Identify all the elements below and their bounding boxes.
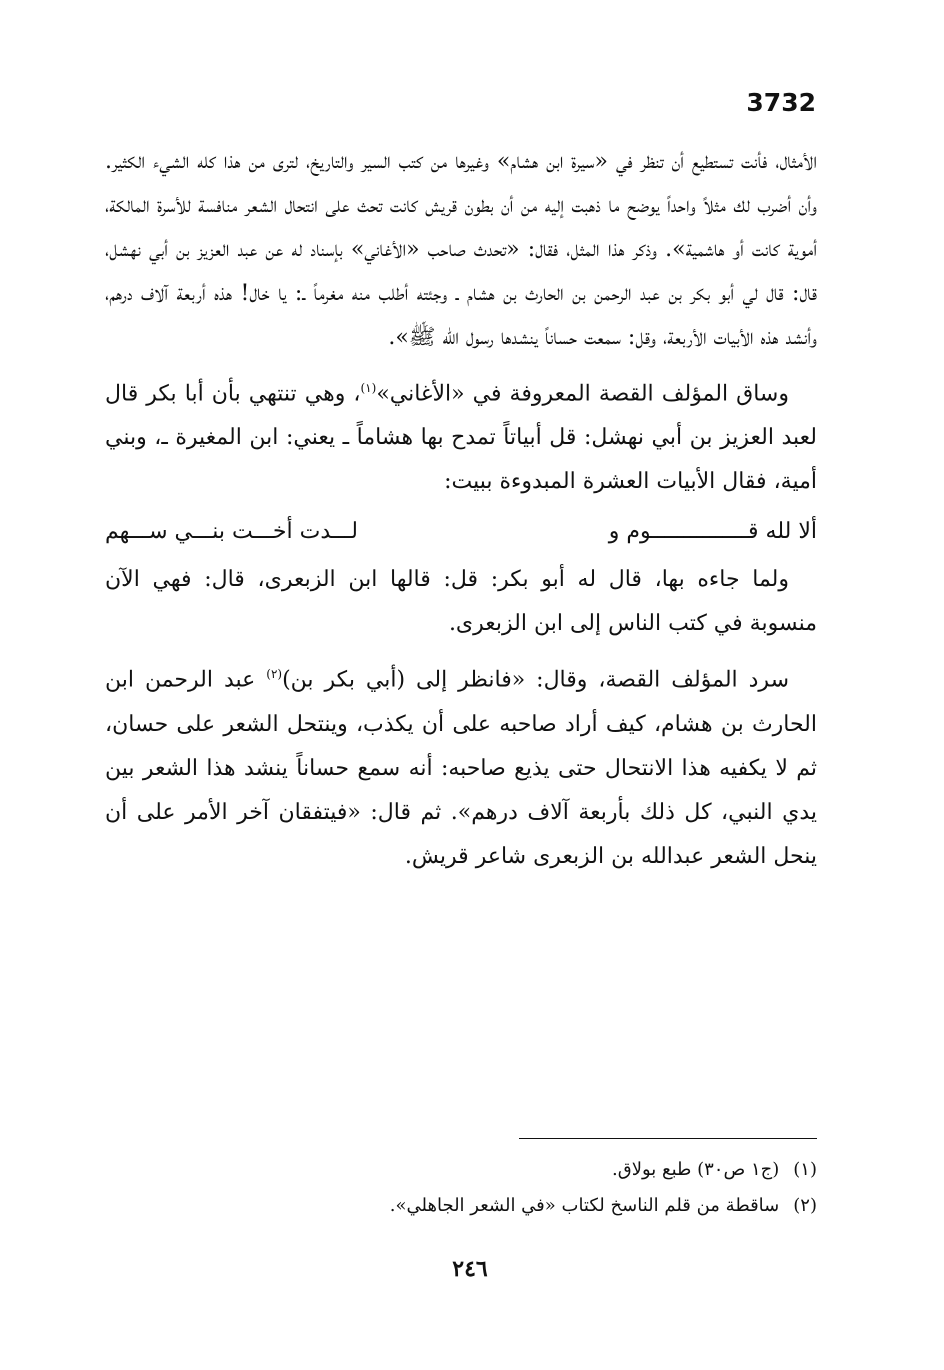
- paragraph-4-text-b: عبد الرحمن ابن الحارث بن هشام، كيف أراد صاحبه على أن يكذب، وينتحل الشعر على حسان، ثم لا يكفيه هذا الانتحال حتى يذيع صاحبه: أنه سمع حساناً ينشد هذا الشعر بين يدي النبي، كل ذلك بأربعة آلاف درهم». ثم قال: «فيتفقان آخر الأمر على أن ينحل الشعر عبدالله بن الزبعرى شاعر قريش.: [105, 667, 817, 869]
- main-text: [105, 140, 817, 879]
- footnote-separator: [519, 1138, 817, 1139]
- footnote-2-text: ساقطة من قلم الناسخ لكتاب «في الشعر الجاهلي».: [389, 1195, 780, 1216]
- verse-second-hemistich: لـــدت أخـــت بنـــي ســـهم: [105, 519, 358, 545]
- footnote-2-marker: (٢): [793, 1195, 817, 1216]
- footnote-2: [300, 1188, 817, 1224]
- paragraph-2-text-a: وساق المؤلف القصة المعروفة في «الأغاني»: [376, 381, 789, 407]
- verse-first-hemistich: ألا لله قـــــــــــــــوم و: [608, 519, 817, 545]
- paragraph-2: [105, 366, 817, 504]
- paragraph-4-text-a: سرد المؤلف القصة، وقال: «فانظر إلى (أبي بكر بن): [282, 667, 790, 693]
- running-page-number: 3732: [746, 88, 816, 117]
- footnote-1: [300, 1152, 817, 1188]
- footnote-1-text: (ج١ ص٣٠) طبع بولاق.: [612, 1159, 780, 1180]
- paragraph-3: ولما جاءه بها، قال له أبو بكر: قل: قالها ابن الزبعرى، قال: فهي الآن منسوبة في كتب الناس إلى ابن الزبعرى.: [105, 567, 817, 637]
- paragraph-4: [105, 652, 817, 878]
- footnote-ref-2[interactable]: (٢): [266, 667, 283, 682]
- footnote-ref-1[interactable]: (١): [360, 381, 377, 395]
- footnote-1-marker: (١): [793, 1159, 817, 1180]
- footnotes: [300, 1152, 817, 1224]
- paragraph-2-text-b: ، وهي تنتهي بأن أبا بكر قال لعبد العزيز بن أبي نهشل: قل أبياتاً تمدح بها هشاماً ـ يعني: ابن المغيرة ـ، وبني أمية، فقال الأبيات العشرة المبدوءة ببيت:: [105, 381, 817, 495]
- poem-verse: [105, 510, 817, 554]
- paragraph-1: الأمثال، فأنت تستطيع أن تنظر في «سيرة ابن هشام» وغيرها من كتب السير والتاريخ، لترى من هذا كله الشيء الكثير. وأن أضرب لك مثلاً واحداً يوضح ما ذهبت إليه من أن بطون قريش كانت تحث على انتحال الشعر منافسة للأسرة المالكة، أموية كانت أو هاشمية». وذكر هذا المثل، فقال: «تحدث صاحب «الأغاني» بإسناد له عن عبد العزيز بن أبي نهشل، قال: قال لي أبو بكر بن عبد الرحمن بن الحارث بن هشام ـ وجئته أطلب منه مغرماً ـ: يا خال! هذه أربعة آلاف درهم، وأنشد هذه الأبيات الأربعة، وقل: سمعت حساناً ينشدها رسول الله ﷺ».: [105, 149, 817, 350]
- page-number: ٢٤٦: [452, 1256, 488, 1282]
